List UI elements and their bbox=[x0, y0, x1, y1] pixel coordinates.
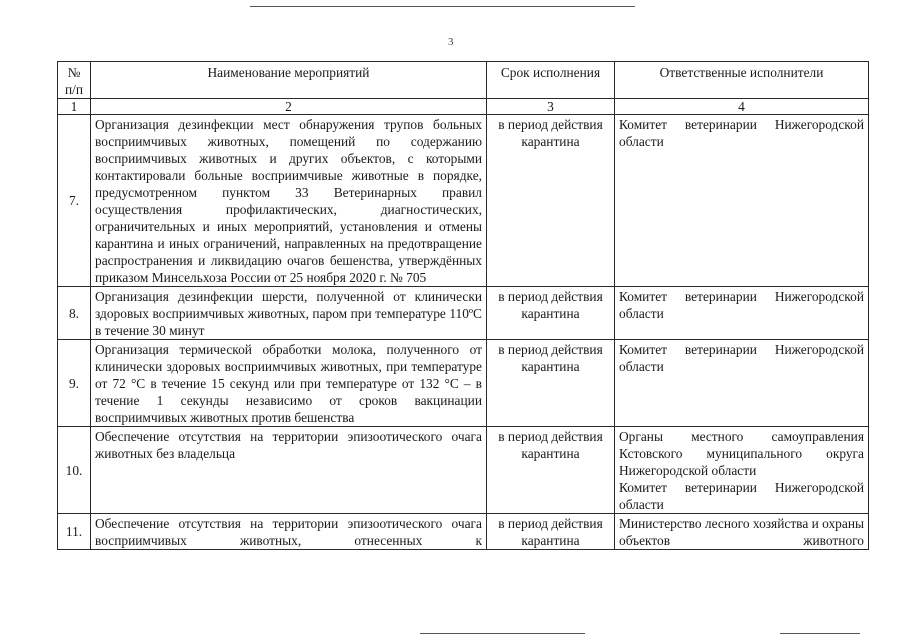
executor-entry: Министерство лесного хозяйства и охраны объектов животного bbox=[619, 516, 864, 548]
measure-name: Организация дезинфекции шерсти, полученной от клинически здоровых восприимчивых животных, паром при температуре 110ºС в течение 30 минут bbox=[91, 287, 487, 340]
measure-executors bbox=[615, 115, 869, 287]
measure-term: в период действия карантина bbox=[487, 115, 615, 287]
header-exec: Ответственные исполнители bbox=[615, 62, 869, 99]
executor-entry: Комитет ветеринарии Нижегородской области bbox=[619, 480, 864, 512]
table-row bbox=[58, 340, 869, 427]
measure-term: в период действия карантина bbox=[487, 514, 615, 550]
row-number: 9. bbox=[58, 340, 91, 427]
scan-artifact-top bbox=[250, 6, 635, 7]
measure-name: Организация дезинфекции мест обнаружения трупов больных восприимчивых животных, помещений по содержанию восприимчивых животных и других объектов, с которыми контактировали больные восприимчивые животные в порядке, предусмотренном пунктом 33 Ветеринарных правил осуществления профилактических, диагностических, ограничительных и иных мероприятий, установления и отмены карантина и иных ограничений, направленных на предотвращение распространения и ликвидацию очагов бешенства, утверждённых приказом Минсельхоза России от 25 ноября 2020 г. № 705 bbox=[91, 115, 487, 287]
measure-executors bbox=[615, 514, 869, 550]
measure-executors bbox=[615, 287, 869, 340]
column-index-row bbox=[58, 99, 869, 115]
measure-executors bbox=[615, 340, 869, 427]
measure-term: в период действия карантина bbox=[487, 287, 615, 340]
measure-name: Организация термической обработки молока, полученного от клинически здоровых восприимчивых животных, при температуре от 72 °С в течение 15 секунд или при температуре от 132 °С – в течение 1 секунды независимо от сроков вакцинации восприимчивых животных против бешенства bbox=[91, 340, 487, 427]
measures-table-container bbox=[57, 61, 868, 550]
measure-name: Обеспечение отсутствия на территории эпизоотического очага животных без владельца bbox=[91, 427, 487, 514]
executor-entry: Комитет ветеринарии Нижегородской области bbox=[619, 289, 864, 321]
measure-name: Обеспечение отсутствия на территории эпизоотического очага восприимчивых животных, отнесенных к bbox=[91, 514, 487, 550]
column-index: 4 bbox=[615, 99, 869, 115]
row-number: 7. bbox=[58, 115, 91, 287]
scan-artifact-bottom bbox=[420, 633, 585, 634]
measure-term: в период действия карантина bbox=[487, 427, 615, 514]
measures-table bbox=[57, 61, 869, 550]
measure-term: в период действия карантина bbox=[487, 340, 615, 427]
measure-executors bbox=[615, 427, 869, 514]
header-num: № п/п bbox=[58, 62, 91, 99]
page-number: 3 bbox=[448, 36, 454, 48]
executor-entry: Комитет ветеринарии Нижегородской области bbox=[619, 117, 864, 149]
header-term: Срок исполнения bbox=[487, 62, 615, 99]
column-index: 2 bbox=[91, 99, 487, 115]
row-number: 11. bbox=[58, 514, 91, 550]
table-row bbox=[58, 287, 869, 340]
executor-entry: Органы местного самоуправления Кстовского муниципального округа Нижегородской области bbox=[619, 429, 864, 478]
table-row bbox=[58, 427, 869, 514]
table-row bbox=[58, 115, 869, 287]
column-index: 1 bbox=[58, 99, 91, 115]
table-header-row bbox=[58, 62, 869, 99]
row-number: 10. bbox=[58, 427, 91, 514]
table-row bbox=[58, 514, 869, 550]
executor-entry: Комитет ветеринарии Нижегородской области bbox=[619, 342, 864, 374]
column-index: 3 bbox=[487, 99, 615, 115]
row-number: 8. bbox=[58, 287, 91, 340]
header-name: Наименование мероприятий bbox=[91, 62, 487, 99]
scan-artifact-bottom-right bbox=[780, 633, 860, 634]
